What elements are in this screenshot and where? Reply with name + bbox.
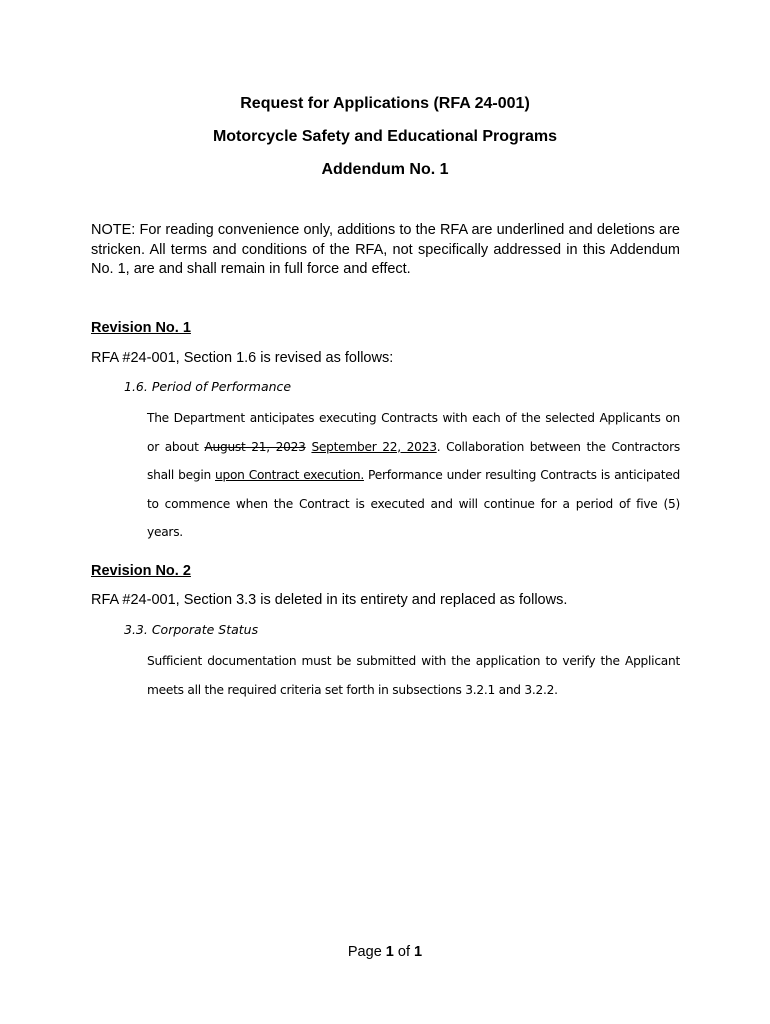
page-footer [0, 943, 770, 961]
revision-2-heading: Revision No. 2 [91, 563, 191, 579]
reading-note: NOTE: For reading convenience only, additions to the RFA are underlined and deletions are stricken. All terms and conditions of the RFA, not specifically addressed in this Addendum No. 1, are and shall remain in full force and effect. [91, 222, 680, 277]
added-date: September 22, 2023 [311, 439, 437, 454]
para-text: The Department anticipates executing Contracts with each of the selected Applicants on or about [147, 411, 680, 454]
para-text: . Collaboration between the Contractors shall begin [147, 439, 680, 483]
section-3-3-heading: 3.3. Corporate Status [124, 622, 259, 637]
document-title: Request for Applications (RFA 24-001) [240, 95, 530, 112]
page-current: 1 [385, 944, 394, 960]
document-subtitle: Motorcycle Safety and Educational Programs [212, 128, 558, 145]
section-3-3-paragraph: Sufficient documentation must be submitted with the application to verify the Applicant meets all the required criteria set forth in subsections 3.2.1 and 3.2.2. [147, 654, 680, 697]
addendum-number: Addendum No. 1 [321, 161, 449, 178]
revision-1-heading: Revision No. 1 [91, 320, 191, 336]
deleted-date: August 21, 2023 [204, 439, 306, 454]
page-prefix: Page [347, 944, 386, 960]
section-1-6-paragraph [147, 404, 680, 547]
revision-2-intro: RFA #24-001, Section 3.3 is deleted in its entirety and replaced as follows. [91, 592, 568, 608]
section-1-6-heading: 1.6. Period of Performance [124, 379, 292, 394]
para-text: Performance under resulting Contracts is anticipated to commence when the Contract is executed and will continue for a period of five (5) years. [147, 468, 680, 540]
page-middle: of [393, 944, 415, 960]
added-clause: upon Contract execution. [215, 468, 364, 483]
revision-1-intro: RFA #24-001, Section 1.6 is revised as follows: [91, 350, 394, 366]
page-total: 1 [414, 944, 423, 960]
